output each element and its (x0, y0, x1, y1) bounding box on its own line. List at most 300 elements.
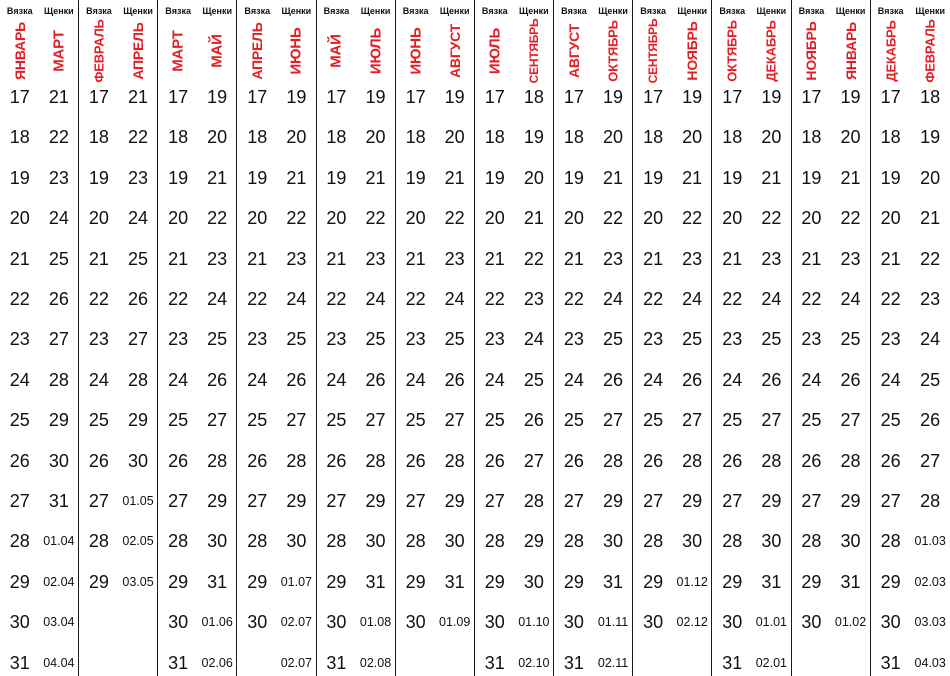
day-cell: 03.04 (43, 615, 75, 630)
day-cell: 17 (326, 87, 347, 107)
day-cell: 29 (563, 571, 584, 592)
day-cell: 20 (484, 208, 505, 229)
header-puppies: Щенки (360, 6, 391, 16)
day-cell: 24 (128, 208, 149, 229)
day-cell: 18 (523, 87, 544, 107)
day-cell: 29 (247, 571, 268, 592)
day-cell: 20 (563, 208, 584, 229)
day-cell: 26 (48, 289, 69, 309)
day-cell: 23 (563, 329, 584, 350)
day-cell: 31 (168, 652, 189, 673)
day-cell: 22 (405, 289, 426, 309)
day-cell: 23 (682, 248, 703, 269)
day-cell: 23 (128, 167, 149, 188)
day-cell: 02.01 (755, 655, 787, 670)
month-label: АВГУСТ (565, 24, 582, 78)
header-mating: Вязка (481, 6, 508, 16)
day-cell: 29 (168, 571, 189, 592)
day-cell: 28 (722, 531, 743, 552)
day-cell: 23 (801, 329, 822, 350)
day-cell: 02.11 (597, 655, 629, 670)
day-cell: 03.05 (122, 574, 154, 589)
day-cell: 31 (444, 571, 465, 592)
day-cell: 17 (643, 87, 664, 107)
day-cell: 19 (9, 167, 30, 188)
day-cell: 18 (722, 127, 743, 148)
day-cell: 29 (484, 571, 505, 592)
header-puppies: Щенки (915, 6, 946, 16)
month-label: ДЕКАБРЬ (883, 20, 899, 82)
day-cell: 01.10 (518, 615, 550, 630)
day-cell: 24 (880, 369, 901, 390)
day-cell: 01.05 (122, 494, 154, 508)
day-cell: 01.06 (201, 615, 233, 630)
month-label: АВГУСТ (446, 24, 463, 78)
day-cell: 30 (603, 531, 624, 552)
month-label: НОЯБРЬ (684, 21, 701, 81)
day-cell: 28 (48, 369, 69, 390)
day-cell: 25 (405, 410, 426, 431)
day-cell: 23 (326, 329, 347, 350)
day-cell: 18 (9, 127, 30, 148)
day-cell: 04.04 (43, 655, 75, 670)
day-cell: 17 (88, 87, 109, 107)
day-cell: 26 (247, 450, 268, 471)
day-cell: 27 (761, 410, 782, 431)
day-cell: 24 (207, 289, 228, 309)
day-cell: 29 (326, 571, 347, 592)
column-mating-20 (792, 0, 832, 676)
day-cell: 20 (365, 127, 386, 148)
day-cell: 30 (484, 612, 505, 633)
month-label: СЕНТЯБРЬ (646, 18, 661, 84)
day-cell: 04.03 (914, 655, 946, 670)
column-mating-10 (396, 0, 436, 676)
header-mating: Вязка (402, 6, 429, 16)
day-cell: 19 (840, 87, 861, 107)
day-cell: 19 (920, 127, 941, 148)
day-cell: 02.03 (914, 574, 946, 589)
day-cell: 26 (128, 289, 149, 309)
day-cell: 22 (523, 248, 544, 269)
header-puppies: Щенки (123, 6, 153, 16)
day-cell: 29 (286, 491, 307, 511)
day-cell: 21 (48, 87, 69, 107)
column-puppies-5 (198, 0, 238, 676)
day-cell: 22 (840, 208, 861, 229)
header-puppies: Щенки (598, 6, 628, 16)
day-cell: 25 (88, 410, 109, 431)
day-cell: 28 (207, 450, 228, 471)
day-cell: 22 (444, 208, 465, 229)
day-cell: 22 (484, 289, 505, 309)
month-label: АПРЕЛЬ (130, 22, 147, 80)
day-cell: 23 (880, 329, 901, 350)
day-cell: 24 (9, 369, 30, 390)
day-cell: 22 (128, 127, 149, 148)
day-cell: 24 (365, 289, 386, 309)
day-cell: 17 (9, 87, 30, 107)
day-cell: 24 (168, 369, 189, 390)
day-cell: 25 (247, 410, 268, 431)
column-mating-6 (238, 0, 278, 676)
header-mating: Вязка (877, 6, 904, 16)
day-cell: 26 (207, 369, 228, 390)
day-cell: 25 (48, 248, 69, 269)
day-cell: 25 (326, 410, 347, 431)
day-cell: 17 (168, 87, 189, 107)
day-cell: 26 (405, 450, 426, 471)
day-cell: 02.12 (676, 615, 708, 630)
day-cell: 03.03 (914, 615, 946, 630)
day-cell: 22 (247, 289, 268, 309)
day-cell: 21 (840, 167, 861, 188)
month-label: НОЯБРЬ (803, 21, 820, 81)
day-cell: 23 (365, 248, 386, 269)
day-cell: 26 (840, 369, 861, 390)
day-cell: 23 (761, 248, 782, 269)
day-cell: 24 (603, 289, 624, 309)
day-cell: 27 (365, 410, 386, 431)
day-cell: 24 (682, 289, 703, 309)
day-cell: 31 (484, 652, 505, 673)
day-cell: 19 (247, 167, 268, 188)
day-cell: 19 (761, 87, 782, 107)
day-cell: 22 (682, 208, 703, 229)
day-cell: 21 (326, 248, 347, 269)
day-cell: 23 (168, 329, 189, 350)
day-cell: 25 (9, 410, 30, 431)
column-puppies-1 (40, 0, 80, 676)
day-cell: 17 (247, 87, 268, 107)
day-cell: 26 (9, 450, 30, 471)
day-cell: 23 (207, 248, 228, 269)
month-label: СЕНТЯБРЬ (526, 18, 541, 84)
month-label: МАЙ (208, 34, 226, 68)
day-cell: 21 (761, 167, 782, 188)
day-cell: 30 (840, 531, 861, 552)
day-cell: 02.08 (359, 655, 392, 670)
day-cell: 26 (761, 369, 782, 390)
day-cell: 21 (88, 248, 109, 269)
day-cell: 18 (484, 127, 505, 148)
day-cell: 28 (563, 531, 584, 552)
column-puppies-23 (910, 0, 950, 676)
day-cell: 24 (444, 289, 465, 309)
header-mating: Вязка (640, 6, 666, 16)
header-mating: Вязка (719, 6, 746, 16)
day-cell: 01.11 (597, 615, 629, 630)
day-cell: 20 (920, 167, 941, 188)
day-cell: 24 (326, 369, 347, 390)
day-cell: 26 (286, 369, 307, 390)
day-cell: 21 (168, 248, 189, 269)
day-cell: 29 (444, 491, 465, 511)
column-mating-14 (554, 0, 594, 676)
day-cell: 21 (563, 248, 584, 269)
day-cell: 27 (523, 450, 544, 471)
month-label: ИЮНЬ (407, 27, 425, 75)
day-cell: 17 (484, 87, 505, 107)
day-cell: 25 (168, 410, 189, 431)
day-cell: 31 (880, 652, 901, 673)
month-label: МАРТ (169, 30, 187, 72)
day-cell: 23 (840, 248, 861, 269)
day-cell: 24 (48, 208, 69, 229)
day-cell: 21 (286, 167, 307, 188)
day-cell: 29 (840, 491, 861, 511)
column-puppies-13 (515, 0, 555, 676)
day-cell: 01.02 (834, 615, 867, 630)
column-mating-22 (871, 0, 911, 676)
day-cell: 26 (563, 450, 584, 471)
day-cell: 20 (603, 127, 624, 148)
day-cell: 23 (484, 329, 505, 350)
day-cell: 28 (801, 531, 822, 552)
day-cell: 30 (207, 531, 228, 552)
month-label: ИЮЛЬ (367, 27, 385, 75)
day-cell: 21 (722, 248, 743, 269)
day-cell: 26 (643, 450, 664, 471)
day-cell: 29 (128, 410, 149, 431)
day-cell: 21 (682, 167, 703, 188)
day-cell: 20 (643, 208, 664, 229)
day-cell: 26 (603, 369, 624, 390)
column-mating-18 (713, 0, 753, 676)
day-cell: 30 (405, 612, 426, 633)
day-cell: 22 (326, 289, 347, 309)
month-label: АПРЕЛЬ (249, 22, 266, 80)
day-cell: 25 (761, 329, 782, 350)
day-cell: 25 (840, 329, 861, 350)
day-cell: 30 (286, 531, 307, 552)
day-cell: 01.03 (914, 534, 946, 549)
month-label: ФЕВРАЛЬ (91, 19, 107, 83)
day-cell: 28 (326, 531, 347, 552)
day-cell: 22 (168, 289, 189, 309)
day-cell: 23 (247, 329, 268, 350)
day-cell: 27 (247, 491, 268, 511)
day-cell: 22 (88, 289, 109, 309)
header-puppies: Щенки (677, 6, 708, 16)
day-cell: 19 (603, 87, 624, 107)
day-cell: 18 (801, 127, 822, 148)
column-mating-12 (475, 0, 515, 676)
month-label: ОКТЯБРЬ (605, 20, 621, 82)
day-cell: 29 (48, 410, 69, 431)
day-cell: 25 (920, 369, 941, 390)
day-cell: 22 (761, 208, 782, 229)
day-cell: 27 (88, 491, 109, 511)
day-cell: 31 (326, 652, 347, 673)
day-cell: 24 (88, 369, 109, 390)
month-label: ДЕКАБРЬ (763, 20, 779, 82)
day-cell: 24 (247, 369, 268, 390)
day-cell: 30 (168, 612, 189, 633)
day-cell: 28 (880, 531, 901, 552)
header-mating: Вязка (561, 6, 587, 16)
day-cell: 20 (88, 208, 109, 229)
day-cell: 22 (48, 127, 69, 148)
day-cell: 31 (603, 571, 624, 592)
day-cell: 26 (365, 369, 386, 390)
day-cell: 19 (643, 167, 664, 188)
day-cell: 27 (48, 329, 69, 350)
day-cell: 30 (48, 450, 69, 471)
header-mating: Вязка (86, 6, 112, 16)
day-cell: 01.04 (43, 534, 75, 549)
day-cell: 22 (643, 289, 664, 309)
day-cell: 23 (643, 329, 664, 350)
month-label: МАРТ (50, 30, 68, 72)
day-cell: 29 (9, 571, 30, 592)
day-cell: 31 (840, 571, 861, 592)
column-puppies-7 (277, 0, 317, 676)
column-puppies-21 (831, 0, 871, 676)
day-cell: 20 (880, 208, 901, 229)
day-cell: 19 (88, 167, 109, 188)
day-cell: 20 (207, 127, 228, 148)
day-cell: 27 (840, 410, 861, 431)
day-cell: 21 (444, 167, 465, 188)
day-cell: 22 (920, 248, 941, 269)
day-cell: 27 (880, 491, 901, 511)
day-cell: 02.10 (518, 655, 550, 670)
day-cell: 19 (286, 87, 307, 107)
column-puppies-15 (594, 0, 634, 676)
day-cell: 21 (801, 248, 822, 269)
day-cell: 01.07 (280, 574, 312, 589)
header-puppies: Щенки (756, 6, 787, 16)
day-cell: 26 (484, 450, 505, 471)
day-cell: 18 (168, 127, 189, 148)
day-cell: 27 (643, 491, 664, 511)
day-cell: 25 (128, 248, 149, 269)
day-cell: 26 (444, 369, 465, 390)
day-cell: 19 (801, 167, 822, 188)
day-cell: 30 (365, 531, 386, 552)
day-cell: 22 (286, 208, 307, 229)
column-puppies-11 (435, 0, 475, 676)
day-cell: 24 (484, 369, 505, 390)
day-cell: 22 (207, 208, 228, 229)
day-cell: 27 (722, 491, 743, 511)
day-cell: 18 (643, 127, 664, 148)
day-cell: 19 (722, 167, 743, 188)
day-cell: 28 (444, 450, 465, 471)
day-cell: 24 (920, 329, 941, 350)
day-cell: 23 (603, 248, 624, 269)
day-cell: 17 (563, 87, 584, 107)
day-cell: 25 (880, 410, 901, 431)
day-cell: 25 (603, 329, 624, 350)
day-cell: 22 (880, 289, 901, 309)
day-cell: 30 (444, 531, 465, 552)
day-cell: 26 (880, 450, 901, 471)
day-cell: 31 (365, 571, 386, 592)
day-cell: 19 (405, 167, 426, 188)
day-cell: 29 (682, 491, 703, 511)
day-cell: 30 (722, 612, 743, 633)
day-cell: 24 (286, 289, 307, 309)
day-cell: 23 (405, 329, 426, 350)
day-cell: 24 (801, 369, 822, 390)
day-cell: 27 (603, 410, 624, 431)
day-cell: 20 (840, 127, 861, 148)
day-cell: 29 (405, 571, 426, 592)
header-puppies: Щенки (202, 6, 233, 16)
day-cell: 01.12 (676, 574, 708, 589)
day-cell: 19 (207, 87, 228, 107)
day-cell: 21 (247, 248, 268, 269)
day-cell: 17 (722, 87, 743, 107)
day-cell: 30 (761, 531, 782, 552)
day-cell: 28 (523, 491, 544, 511)
column-puppies-9 (356, 0, 396, 676)
day-cell: 18 (563, 127, 584, 148)
day-cell: 25 (643, 410, 664, 431)
day-cell: 27 (9, 491, 30, 511)
day-cell: 31 (563, 652, 584, 673)
day-cell: 24 (563, 369, 584, 390)
day-cell: 23 (920, 289, 941, 309)
header-puppies: Щенки (281, 6, 312, 16)
day-cell: 17 (880, 87, 901, 107)
day-cell: 20 (523, 167, 544, 188)
column-puppies-19 (752, 0, 792, 676)
day-cell: 20 (326, 208, 347, 229)
day-cell: 21 (920, 208, 941, 229)
day-cell: 23 (286, 248, 307, 269)
day-cell: 20 (682, 127, 703, 148)
day-cell: 17 (801, 87, 822, 107)
header-puppies: Щенки (44, 6, 74, 16)
day-cell: 23 (9, 329, 30, 350)
day-cell: 17 (405, 87, 426, 107)
month-label: МАЙ (327, 34, 345, 68)
day-cell: 19 (365, 87, 386, 107)
header-mating: Вязка (323, 6, 350, 16)
day-cell: 30 (326, 612, 347, 633)
day-cell: 25 (722, 410, 743, 431)
day-cell: 31 (722, 652, 743, 673)
day-cell: 30 (247, 612, 268, 633)
day-cell: 22 (365, 208, 386, 229)
day-cell: 26 (801, 450, 822, 471)
day-cell: 30 (801, 612, 822, 633)
day-cell: 27 (484, 491, 505, 511)
day-cell: 26 (920, 410, 941, 431)
month-label: ЯНВАРЬ (11, 22, 28, 80)
day-cell: 25 (563, 410, 584, 431)
day-cell: 21 (207, 167, 228, 188)
day-cell: 25 (207, 329, 228, 350)
day-cell: 19 (326, 167, 347, 188)
day-cell: 30 (643, 612, 664, 633)
day-cell: 02.07 (280, 655, 312, 670)
day-cell: 26 (682, 369, 703, 390)
header-mating: Вязка (6, 6, 33, 16)
day-cell: 23 (444, 248, 465, 269)
day-cell: 22 (603, 208, 624, 229)
day-cell: 27 (920, 450, 941, 471)
day-cell: 30 (880, 612, 901, 633)
day-cell: 21 (603, 167, 624, 188)
day-cell: 30 (128, 450, 149, 471)
day-cell: 21 (9, 248, 30, 269)
day-cell: 30 (523, 571, 544, 592)
day-cell: 29 (880, 571, 901, 592)
